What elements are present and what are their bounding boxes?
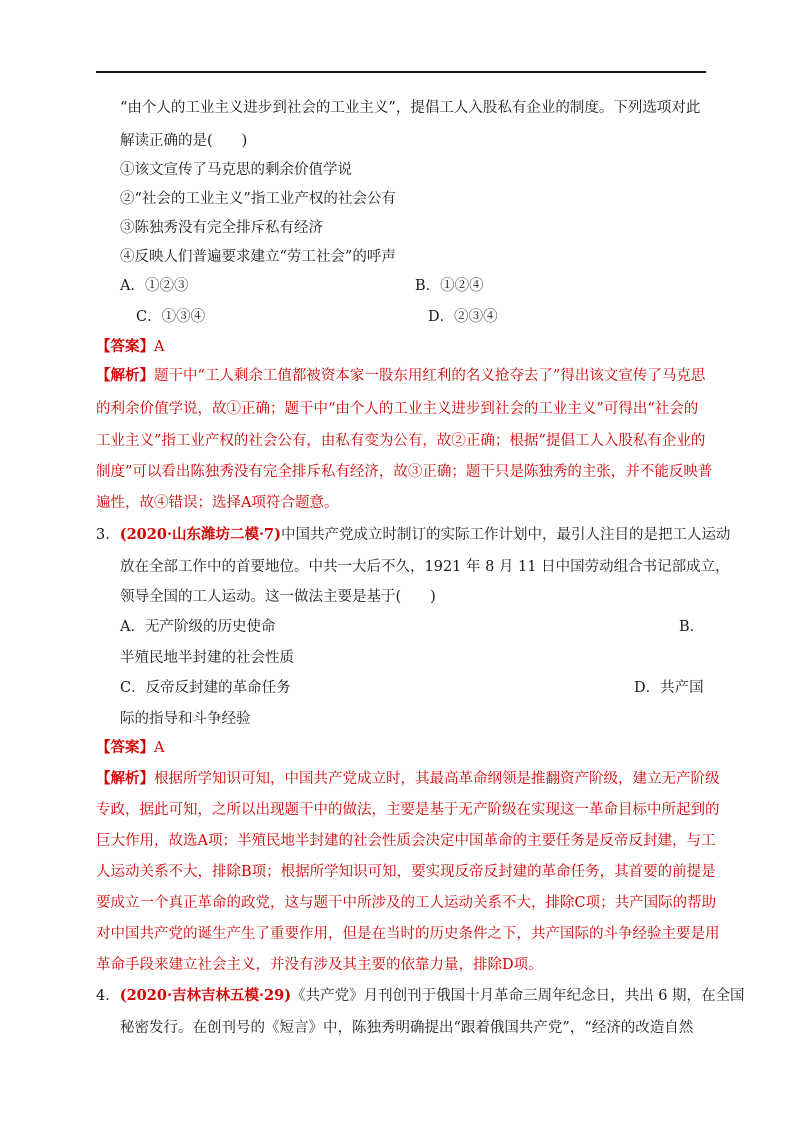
q3-analysis-label: 【解析】 (96, 770, 154, 787)
q2-stem-line-1: “由个人的工业主义进步到社会的工业主义”，提倡工人入股私有企业的制度。下列选项对此 (120, 100, 701, 116)
q3-option-c: C．反帝反封建的革命任务 (120, 680, 291, 696)
q2-option-d: D．②③④ (428, 309, 498, 325)
q2-answer-label: 【答案】 (96, 338, 154, 355)
q3-analysis-line-3: 巨大作用，故选A项；半殖民地半封建的社会性质会决定中国革命的主要任务是反帝反封建，与工 (96, 833, 716, 849)
q2-stem-line-2: 解读正确的是( ) (120, 133, 248, 149)
q2-analysis-line-5: 遍性，故④错误；选择A项符合题意。 (96, 495, 339, 511)
q2-analysis-text-1: 题干中“工人剩余工值都被资本家一股东用红利的名义抢夺去了”得出该文宣传了马克思 (154, 368, 706, 384)
q3-option-a: A．无产阶级的历史使命 (120, 619, 276, 635)
q3-analysis-line-7: 革命手段来建立社会主义，并没有涉及其主要的依靠力量，排除D项。 (96, 957, 543, 973)
q3-option-b-text: 半殖民地半封建的社会性质 (120, 650, 294, 666)
q3-option-d-text: 际的指导和斗争经验 (120, 711, 251, 727)
q3-analysis-line-1 (96, 769, 720, 789)
header-rule (96, 71, 706, 73)
q2-option-b: B．①②④ (415, 278, 484, 294)
q3-analysis-line-2: 专政，据此可知，之所以出现题干中的做法，主要是基于无产阶级在实现这一革命目标中所起到的 (96, 802, 720, 818)
q3-answer-value: A (154, 740, 165, 756)
q3-analysis-line-5: 要成立一个真正革命的政党，这与题干中所涉及的工人运动关系不大，排除C项；共产国际的帮助 (96, 895, 717, 911)
q3-stem-line-3: 领导全国的工人运动。这一做法主要是基于( ) (120, 589, 436, 605)
q4-stem-text-1: 《共产党》月刊创刊于俄国十月革命三周年纪念日，共出 6 期，在全国 (291, 988, 745, 1004)
q4-number: 4． (96, 988, 120, 1004)
q3-option-d-label: D．共产国 (634, 680, 704, 696)
q2-analysis-label: 【解析】 (96, 367, 154, 384)
q3-answer (96, 738, 164, 758)
q2-statement-3: ③陈独秀没有完全排斥私有经济 (120, 220, 323, 236)
q4-stem-line-2: 秘密发行。在创刊号的《短言》中，陈独秀明确提出“跟着俄国共产党”，“经济的改造自然 (120, 1020, 694, 1036)
q2-analysis-line-4: 制度”可以看出陈独秀没有完全排斥私有经济，故③正确；题干只是陈独秀的主张，并不能反映普 (96, 464, 713, 480)
q3-stem-text-1: 中国共产党成立时制订的实际工作计划中，最引人注目的是把工人运动 (281, 527, 731, 543)
q3-stem-line-1 (96, 525, 731, 545)
q2-option-c: C．①③④ (136, 309, 206, 325)
q3-analysis-line-6: 对中国共产党的诞生产生了重要作用，但是在当时的历史条件之下，共产国际的斗争经验主要是用 (96, 926, 720, 942)
q2-statement-2: ②“社会的工业主义”指工业产权的社会公有 (120, 191, 396, 207)
q3-analysis-text-1: 根据所学知识可知，中国共产党成立时，其最高革命纲领是推翻资产阶级，建立无产阶级 (154, 771, 720, 787)
q2-answer (96, 337, 164, 357)
q3-analysis-line-4: 人运动关系不大，排除B项；根据所学知识可知，要实现反帝反封建的革命任务，其首要的前提是 (96, 864, 716, 880)
q2-analysis-line-2: 的利余价值学说，故①正确；题干中“由个人的工业主义进步到社会的工业主义”可得出“社会的 (96, 401, 699, 417)
q2-statement-4: ④反映人们普遍要求建立“劳工社会”的呼声 (120, 249, 396, 265)
q3-answer-label: 【答案】 (96, 739, 154, 756)
q2-analysis-line-1 (96, 366, 705, 386)
q2-answer-value: A (154, 339, 165, 355)
q3-option-b-label: B． (679, 619, 705, 635)
q3-source: (2020·山东潍坊二模·7) (119, 526, 281, 543)
q2-option-a: A．①②③ (120, 278, 189, 294)
q3-number: 3． (96, 527, 120, 543)
q2-analysis-line-3: 工业主义”指工业产权的社会公有，由私有变为公有，故②正确；根据“提倡工人入股私有企业的 (96, 433, 706, 449)
q2-statement-1: ①该文宣传了马克思的剩余价值学说 (120, 162, 352, 178)
q4-stem-line-1 (96, 986, 745, 1006)
q3-stem-line-2: 放在全部工作中的首要地位。中共一大后不久，1921 年 8 月 11 日中国劳动组合书记部成立， (120, 559, 730, 575)
q4-source: (2020·吉林吉林五模·29) (119, 987, 292, 1004)
